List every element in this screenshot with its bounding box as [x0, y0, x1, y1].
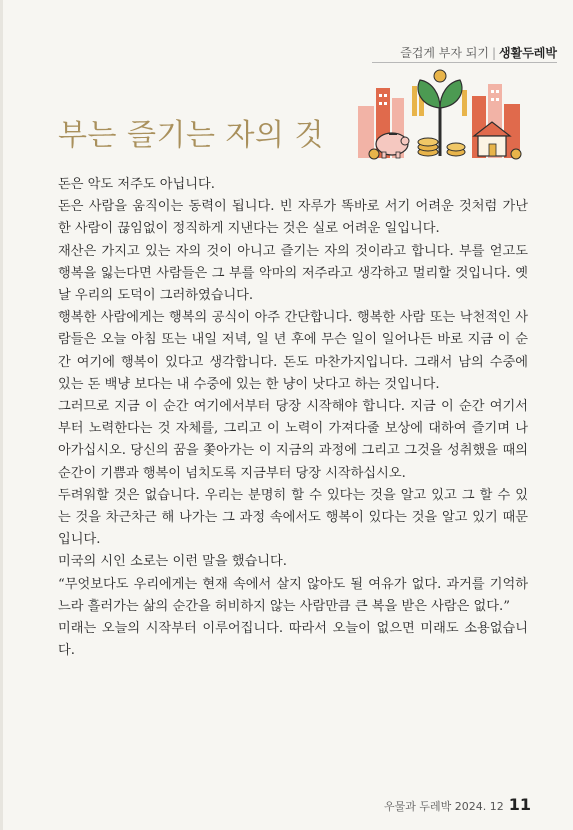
paragraph: 행복한 사람에게는 행복의 공식이 아주 간단합니다. 행복한 사람 또는 낙천적인 사람들은 오늘 아침 또는 내일 저녁, 일 년 후에 무슨 일이 일어나든 바로 지금 이 순간 여기에 행복이 있다고 생각합니다. 돈도 마찬가지입니다. 그래서 남의 수중에 있는 돈 백냥 보다는 내 수중에 있는 한 냥이 낫다고 하는 것입니다. [58, 310, 528, 392]
section-header [400, 44, 557, 61]
section-label: 생활두레박 [499, 46, 557, 60]
paragraph: 그러므로 지금 이 순간 여기에서부터 당장 시작해야 합니다. 지금 이 순간 여기서부터 노력한다는 것 자체를, 그리고 이 노력이 가져다줄 보상에 대하여 즐기며 나아가십시오. 당신의 꿈을 쫓아가는 이 지금의 과정에 그리고 그것을 성취했을 때의 순간이 기쁨과 행복이 넘치도록 지금부터 당장 시작하십시오. [58, 399, 528, 481]
paragraph: 돈은 사람을 움직이는 동력이 됩니다. 빈 자루가 똑바로 서기 어려운 것처럼 가난한 사람이 끊임없이 정직하게 지낸다는 것은 실로 어려운 일입니다. [58, 199, 528, 237]
publication-label: 우물과 두레박 2024. 12 [384, 800, 504, 813]
page-footer [384, 795, 531, 814]
page-fold-shadow [0, 0, 3, 830]
paragraph: 돈은 악도 저주도 아닙니다. [58, 177, 215, 192]
article-title: 부는 즐기는 자의 것 [58, 118, 324, 153]
paragraph: 두려워할 것은 없습니다. 우리는 분명히 할 수 있다는 것을 알고 있고 그 할 수 있는 것을 차근차근 해 나가는 그 과정 속에서도 행복이 있다는 것을 알고 있기 때문입니다. [58, 487, 528, 548]
page-number: 11 [508, 795, 531, 814]
paragraph: 미국의 시인 소로는 이런 말을 했습니다. [58, 554, 287, 570]
paragraph: 재산은 가지고 있는 자의 것이 아니고 즐기는 자의 것이라고 합니다. 부를 얻고도 행복을 잃는다면 사람들은 그 부를 악마의 저주라고 생각하고 멀리할 것입니다. 옛날 우리의 도덕이 그러하였습니다. [58, 243, 528, 304]
header-rule [372, 62, 557, 63]
wealth-illustration [352, 66, 528, 162]
series-label: 즐겁게 부자 되기 [400, 46, 489, 60]
article-body [58, 174, 528, 662]
paragraph: 미래는 오늘의 시작부터 이루어집니다. 따라서 오늘이 없으면 미래도 소용없습니다. [58, 621, 528, 659]
quote-paragraph: “무엇보다도 우리에게는 현재 속에서 살지 않아도 될 여유가 없다. 과거를 기억하느라 흘러가는 삶의 순간을 허비하지 않는 사람만큼 큰 복을 받은 사람은 없다.” [58, 576, 528, 614]
header-separator: | [491, 46, 497, 60]
